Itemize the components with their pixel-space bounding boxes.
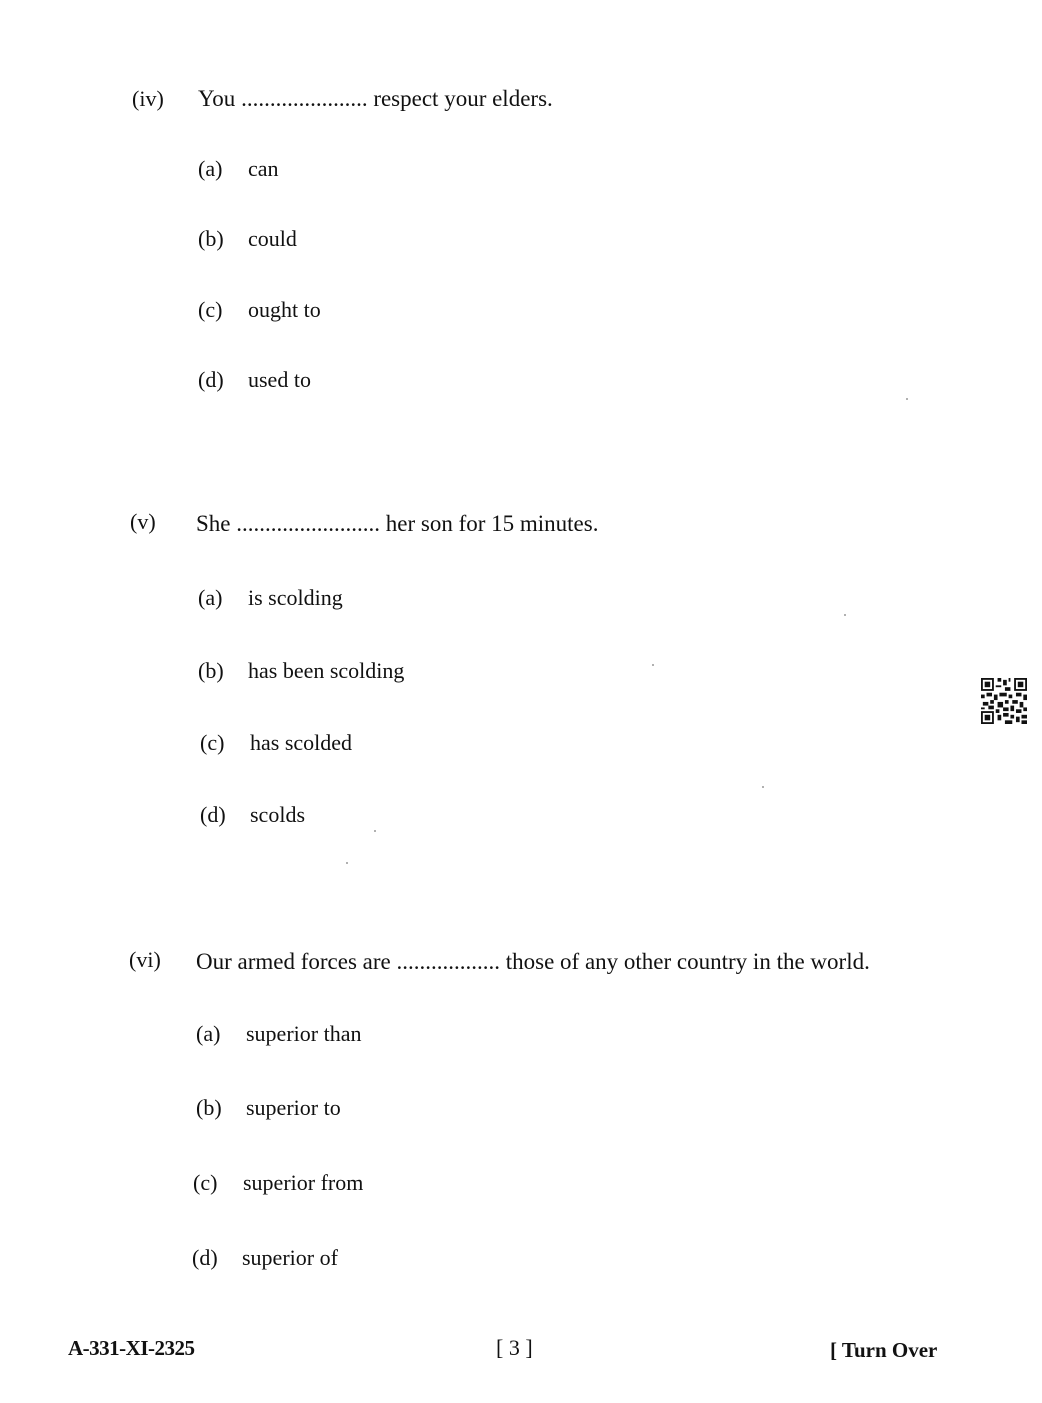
question-stem (198, 86, 553, 112)
blank: .................. (396, 949, 500, 974)
stem-after: her son for 15 minutes. (385, 511, 599, 536)
option: (d) superior of (192, 1245, 338, 1270)
blank: ...................... (241, 86, 368, 111)
question-stem (196, 949, 870, 975)
scan-speck (844, 614, 846, 616)
question-number: (iv) (132, 86, 164, 111)
scan-speck (906, 398, 908, 400)
scan-speck (652, 664, 654, 666)
qr-code-icon (980, 678, 1028, 724)
blank: ......................... (236, 511, 380, 536)
option: (a) is scolding (198, 585, 343, 610)
paper-code: A-331-XI-2325 (68, 1336, 195, 1360)
option: (c) superior from (193, 1170, 364, 1195)
option: (a) can (198, 156, 279, 181)
question-number: (v) (130, 509, 156, 534)
option: (d) scolds (200, 802, 305, 827)
option: (b) superior to (196, 1095, 341, 1120)
stem-after: respect your elders. (373, 86, 553, 111)
scan-speck (762, 786, 764, 788)
stem-before: Our armed forces are (196, 949, 391, 974)
option: (a) superior than (196, 1021, 362, 1046)
option: (d) used to (198, 367, 311, 392)
question-number: (vi) (129, 947, 161, 972)
scan-speck (374, 830, 376, 832)
scan-speck (346, 862, 348, 864)
question-stem (196, 511, 598, 537)
option: (b) has been scolding (198, 658, 405, 683)
stem-before: She (196, 511, 231, 536)
stem-before: You (198, 86, 236, 111)
turn-over-label: [ Turn Over (830, 1338, 938, 1362)
page-number: [ 3 ] (496, 1335, 533, 1360)
option: (c) has scolded (200, 730, 353, 755)
option: (c) ought to (198, 297, 321, 322)
option: (b) could (198, 226, 297, 251)
stem-after: those of any other country in the world. (505, 949, 870, 974)
